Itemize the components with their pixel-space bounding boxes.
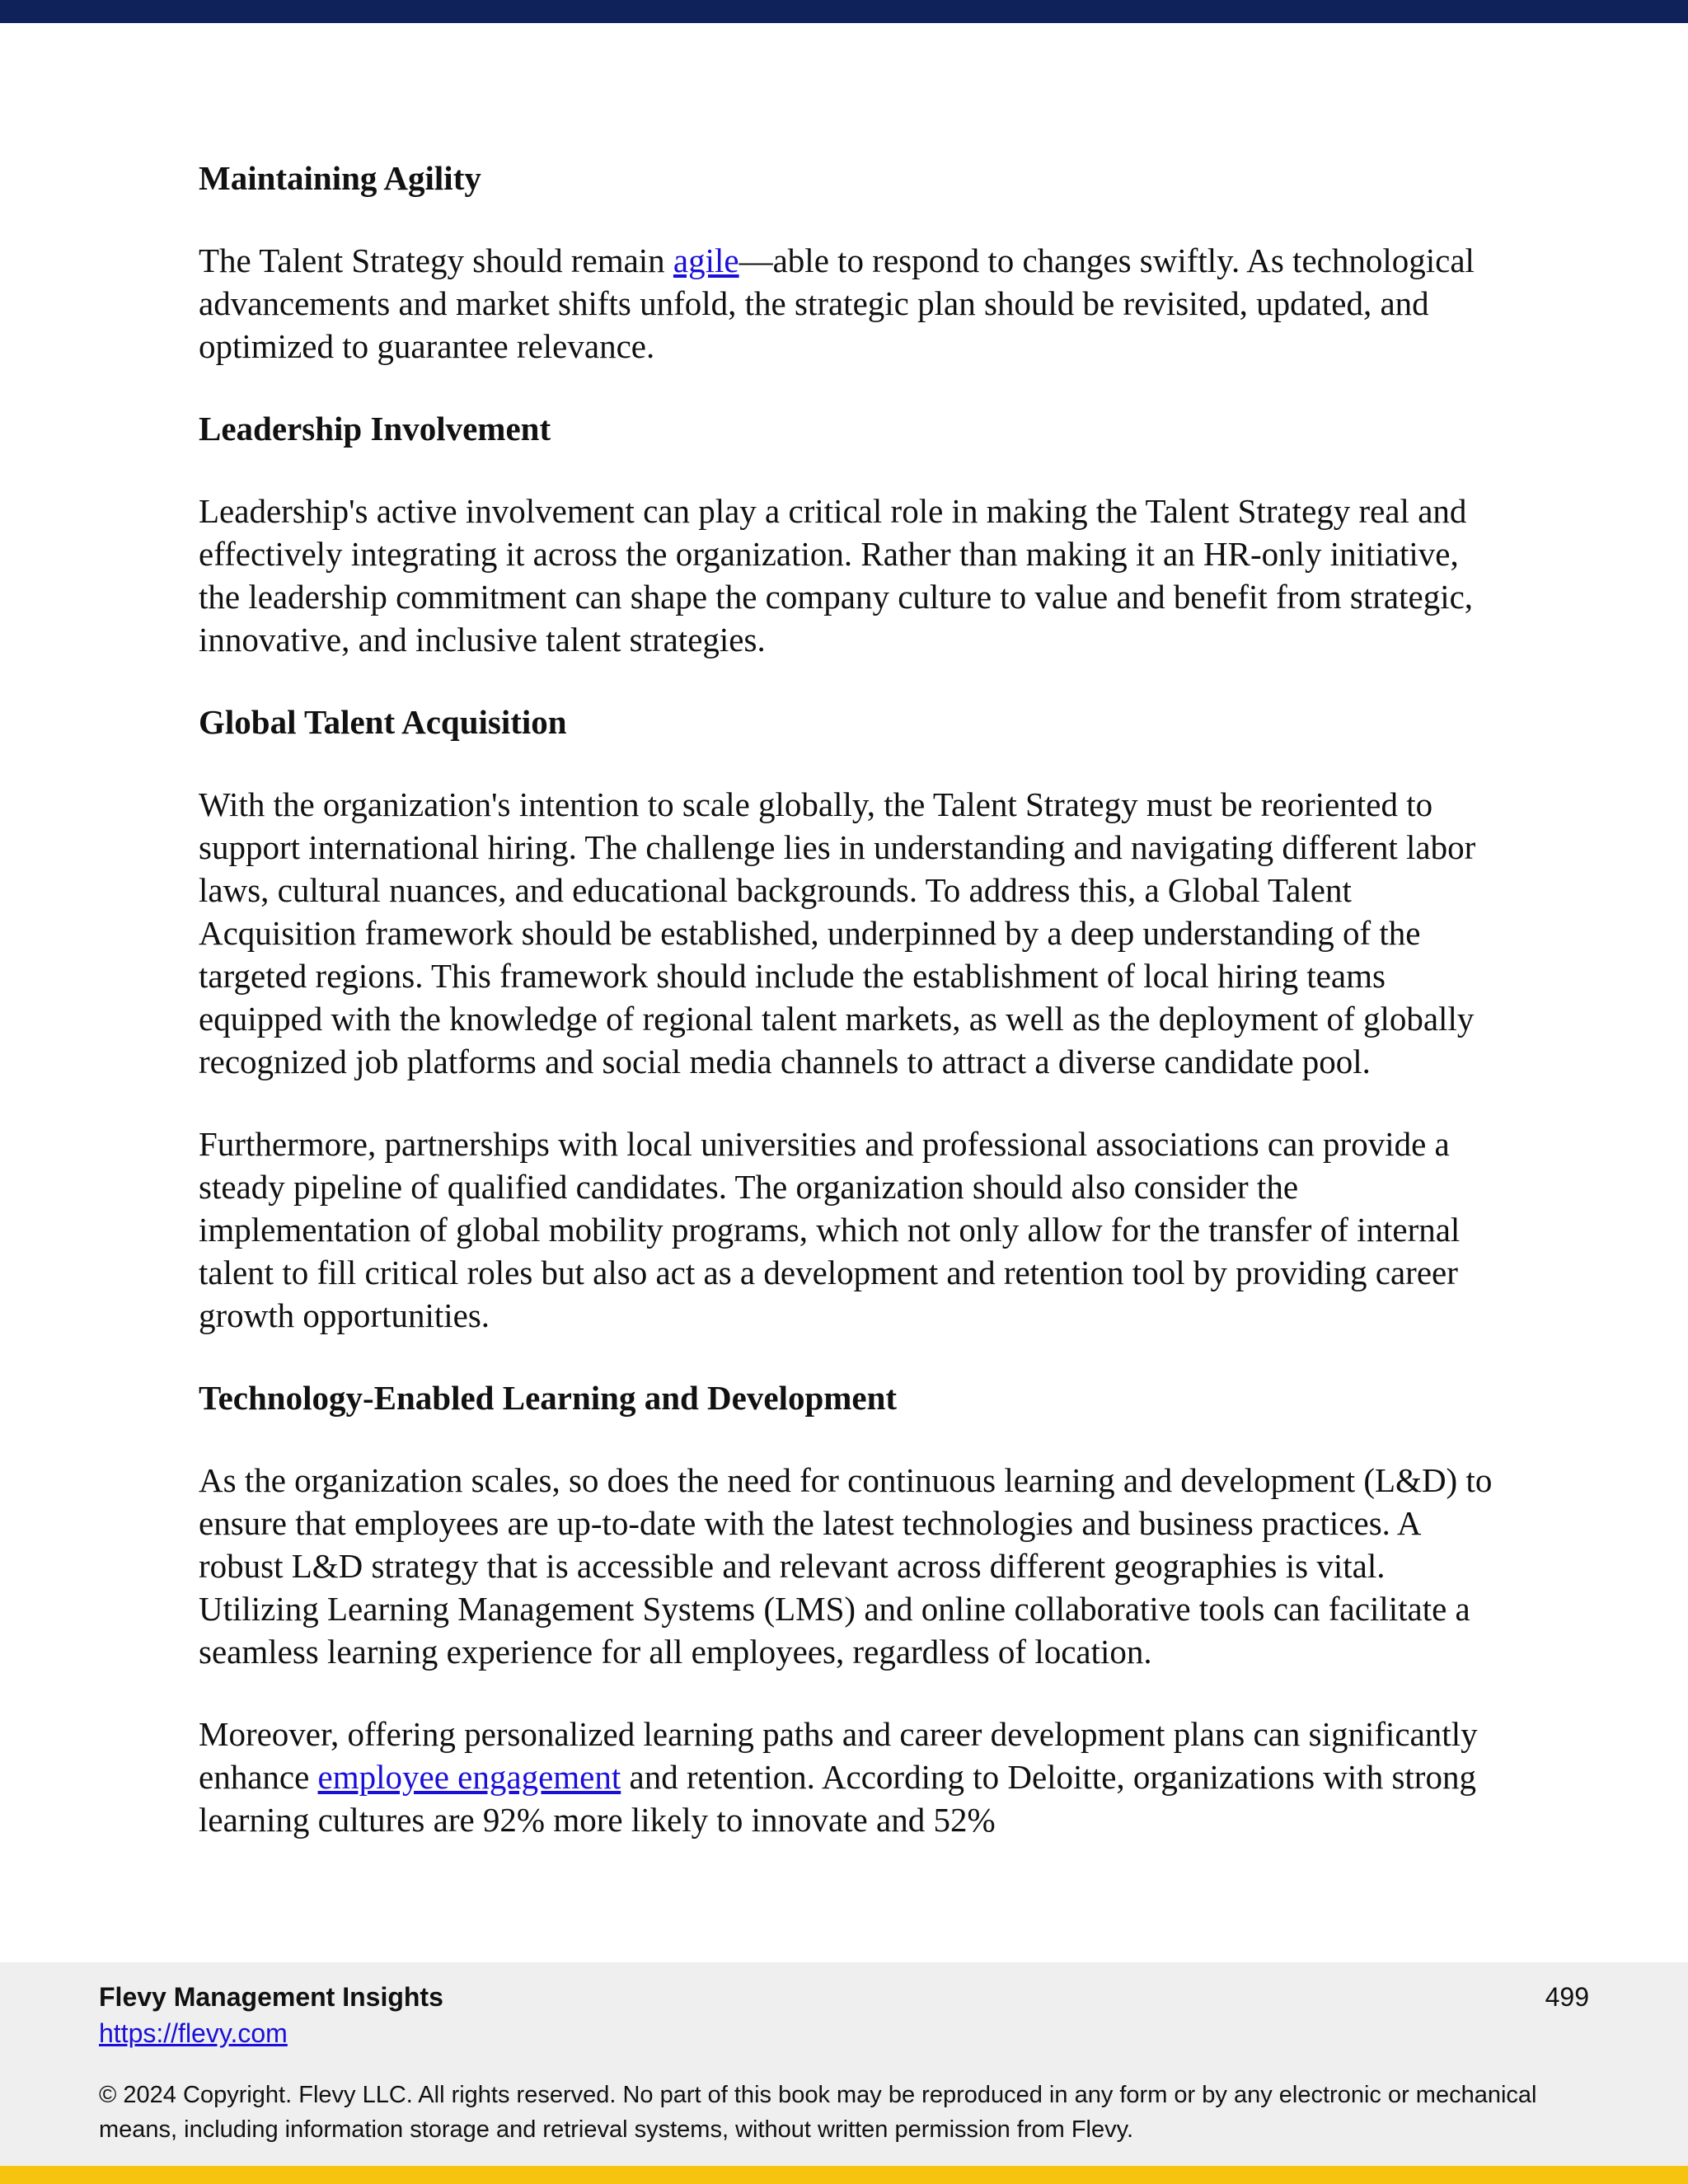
top-accent-bar — [0, 0, 1688, 23]
paragraph-global-hiring: With the organization's intention to scale globally, the Talent Strategy must be reoriented to support international hiring. The challenge lies in understanding and navigating different labor laws, cultural nuances, and educational backgrounds. To address this, a Global Talent Acquisition framework should be established, underpinned by a deep understanding of the targeted regions. This framework should include the establishment of local hiring teams equipped with the knowledge of regional talent markets, as well as the deployment of globally recognized job platforms and social media channels to attract a diverse candidate pool. — [199, 785, 1476, 1080]
section-heading-global-talent-acquisition: Global Talent Acquisition — [199, 703, 567, 741]
section-heading-technology-enabled-ld: Technology-Enabled Learning and Development — [199, 1379, 898, 1417]
paragraph-personalized-learning — [199, 1713, 1501, 1841]
bottom-accent-bar — [0, 2166, 1688, 2184]
agile-link[interactable]: agile — [673, 241, 739, 279]
footer-title: Flevy Management Insights — [99, 1982, 443, 2012]
employee-engagement-link[interactable]: employee engagement — [317, 1758, 621, 1796]
paragraph-agility — [199, 239, 1501, 368]
paragraph-partnerships: Furthermore, partnerships with local universities and professional associations can provide a steady pipeline of qualified candidates. The organization should also consider the implementation of global mobility programs, which not only allow for the transfer of internal talent to fill critical roles but also act as a development and retention tool by providing career growth opportunities. — [199, 1125, 1461, 1334]
paragraph-text: Moreover, offering personalized learning paths and career development plans can significantly enhance — [199, 1715, 1478, 1796]
document-body — [199, 157, 1501, 1881]
page-number: 499 — [1545, 1982, 1589, 2012]
paragraph-ld-scaling: As the organization scales, so does the need for continuous learning and development (L&D) to ensure that employees are up-to-date with the latest technologies and business practices. A robust L&D strategy that is accessible and relevant across different geographies is vital. Utilizing Learning Management Systems (LMS) and online collaborative tools can facilitate a seamless learning experience for all employees, regardless of location. — [199, 1461, 1493, 1671]
paragraph-leadership: Leadership's active involvement can play a critical role in making the Talent Strategy real and effectively integrating it across the organization. Rather than making it an HR-only initiative, the leadership commitment can shape the company culture to value and benefit from strategic, innovative, and inclusive talent strategies. — [199, 492, 1474, 658]
flevy-url-link[interactable]: https://flevy.com — [99, 2018, 288, 2048]
page-footer — [0, 1962, 1688, 2166]
section-heading-leadership-involvement: Leadership Involvement — [199, 410, 551, 448]
section-heading-maintaining-agility: Maintaining Agility — [199, 159, 481, 197]
copyright-notice: © 2024 Copyright. Flevy LLC. All rights reserved. No part of this book may be reproduced in any form or by any electronic or mechanical means, including information storage and retrieval systems, without written permission from Flevy. — [99, 2082, 1537, 2143]
paragraph-text: —able to respond to changes swiftly. As technological advancements and market shifts unfold, the strategic plan should be revisited, updated, and optimized to guarantee relevance. — [199, 241, 1475, 365]
paragraph-text: The Talent Strategy should remain — [199, 241, 673, 279]
paragraph-text: and retention. According to Deloitte, organizations with strong learning cultures are 92% more likely to innovate and 52% — [199, 1758, 1476, 1839]
